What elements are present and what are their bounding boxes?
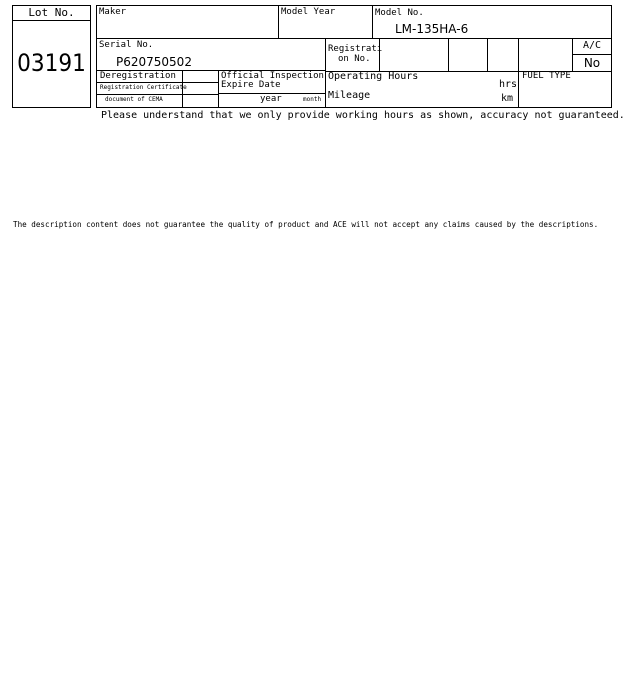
- operating-hours-unit: hrs: [499, 79, 518, 90]
- row1-divider: [96, 38, 612, 39]
- lot-label: Lot No.: [28, 6, 75, 19]
- mileage-unit: km: [501, 93, 514, 104]
- lot-number: 03191: [17, 49, 86, 77]
- serial-value: P620750502: [116, 55, 192, 69]
- lot-divider: [12, 20, 91, 21]
- model-year-label: Model Year: [281, 7, 336, 17]
- working-hours-note: Please understand that we only provide working hours as shown, accuracy not guaranteed.: [101, 110, 625, 121]
- inspection-year-unit: year: [260, 94, 282, 104]
- inspection-label-2: Expire Date: [221, 80, 281, 90]
- registration-label: Registrati: [328, 44, 383, 54]
- model-no-value: LM-135HA-6: [395, 22, 469, 36]
- fuel-type-label: FUEL TYPE: [522, 71, 571, 81]
- inspection-month-unit: month: [303, 96, 322, 103]
- reg-certificate-label: Registration Certificate: [100, 84, 187, 91]
- serial-label: Serial No.: [99, 40, 154, 50]
- disclaimer-note: The description content does not guarantee the quality of product and ACE will not accept any claims caused by the descriptions.: [13, 220, 599, 229]
- ac-value: No: [583, 56, 601, 70]
- ac-label: A/C: [582, 40, 602, 51]
- model-no-label: Model No.: [375, 8, 424, 18]
- operating-hours-label: Operating Hours: [328, 71, 419, 82]
- inspection-label: Official Inspection: [221, 71, 324, 81]
- maker-label: Maker: [99, 7, 127, 17]
- mileage-label: Mileage: [328, 90, 371, 101]
- cema-label: document of CEMA: [105, 96, 163, 103]
- deregistration-label: Deregistration: [100, 71, 176, 81]
- registration-label-2: on No.: [338, 54, 371, 64]
